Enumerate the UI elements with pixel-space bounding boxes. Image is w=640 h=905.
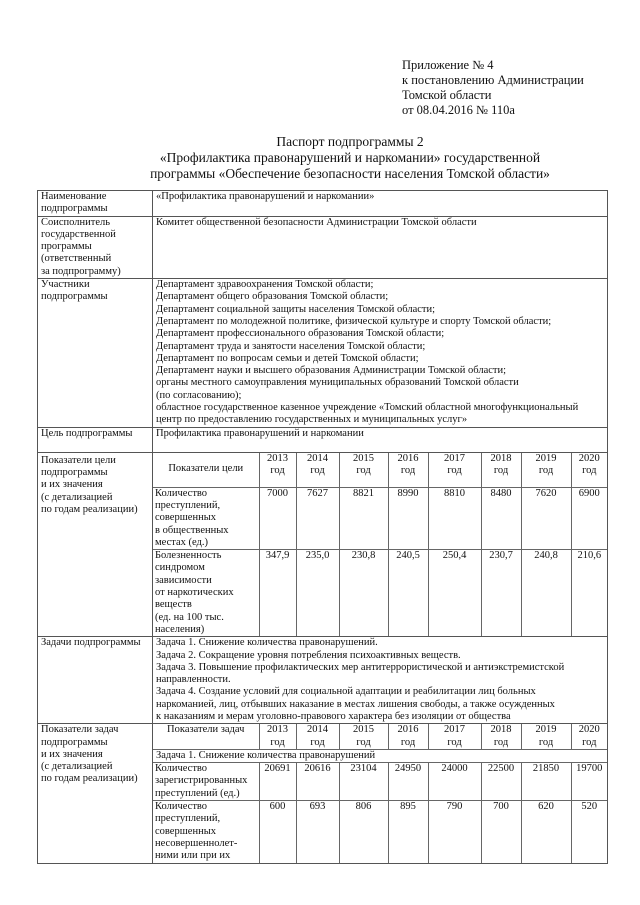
task-item: Задача 3. Повышение профилактических мер антитеррористической и антиэкстремистской	[156, 661, 565, 673]
indicator-value: 8990	[388, 487, 428, 549]
label-line: подпрограммы	[41, 291, 108, 303]
year-header: 2019 год	[521, 453, 571, 488]
indicator-value: 20616	[296, 763, 339, 801]
indicator-value: 7627	[296, 487, 339, 549]
indicator-value: 8810	[428, 487, 481, 549]
year-header: 2013 год	[259, 453, 296, 488]
indicator-value: 347,9	[259, 550, 296, 637]
indicator-row	[153, 550, 607, 637]
appendix-line: Приложение № 4	[402, 58, 494, 72]
participant-item: Департамент профессионального образования Томской области;	[156, 328, 445, 340]
task-item: Задача 4. Создание условий для социальной адаптации и реабилитации лиц больных	[156, 686, 536, 698]
indicator-value: 21850	[521, 763, 571, 801]
indicator-value: 8821	[339, 487, 388, 549]
row-subprogram-name	[38, 191, 608, 217]
indicator-name: Количество преступлений, совершенных несовершеннолет- ними или при их	[153, 801, 259, 863]
indicator-header: Показатели цели	[153, 453, 259, 488]
participant-item: Департамент труда и занятости населения Томской области;	[156, 340, 426, 352]
indicator-value: 250,4	[428, 550, 481, 637]
year-header-row	[153, 453, 607, 488]
participant-item: Департамент общего образования Томской области;	[156, 291, 389, 303]
participant-item: Департамент по вопросам семьи и детей Томской области;	[156, 352, 419, 364]
participant-item: Департамент здравоохранения Томской области;	[156, 279, 374, 291]
task-item: направленности.	[156, 674, 231, 686]
indicator-value: 22500	[481, 763, 521, 801]
label-line: по годам реализации)	[41, 503, 138, 515]
year-header: 2016 год	[388, 724, 428, 749]
indicator-value: 7000	[259, 487, 296, 549]
label-cell	[38, 637, 153, 724]
year-header: 2017 год	[428, 724, 481, 749]
indicator-header: Показатели задач	[153, 724, 259, 749]
participants-list	[153, 279, 608, 428]
label-line: (с детализацией	[41, 761, 113, 773]
indicator-value: 693	[296, 801, 339, 863]
label-line: Наименование	[41, 191, 107, 202]
coexecutor-name: Комитет общественной безопасности Администрации Томской области	[156, 216, 477, 228]
participant-item: Департамент науки и высшего образования Администрации Томской области;	[156, 365, 507, 377]
label-line: Задачи подпрограммы	[41, 637, 141, 649]
indicator-value: 210,6	[571, 550, 607, 637]
label-line: (ответственный	[41, 253, 112, 265]
participant-item: (по согласованию);	[156, 389, 242, 401]
appendix-line: к постановлению Администрации	[402, 73, 584, 87]
label-line: подпрограммы	[41, 203, 108, 215]
value-cell	[153, 216, 608, 278]
year-header: 2020 год	[571, 724, 607, 749]
indicator-value: 700	[481, 801, 521, 863]
label-line: Показатели задач	[41, 724, 119, 736]
indicator-value: 230,7	[481, 550, 521, 637]
subprogram-name: «Профилактика правонарушений и наркомании»	[156, 191, 375, 202]
indicator-value: 6900	[571, 487, 607, 549]
year-header: 2019 год	[521, 724, 571, 749]
label-cell	[38, 191, 153, 217]
task-item: наркоманией, лиц, отбывших наказание в местах лишения свободы, а также осужденных	[156, 698, 555, 710]
label-line: и их значения	[41, 479, 103, 491]
goal-text: Профилактика правонарушений и наркомании	[156, 427, 364, 439]
title-line: программы «Обеспечение безопасности населения Томской области»	[150, 166, 550, 181]
indicator-value: 24000	[428, 763, 481, 801]
row-tasks	[38, 637, 608, 724]
title-line: «Профилактика правонарушений и наркомании» государственной	[159, 150, 541, 165]
indicator-row	[153, 487, 607, 549]
label-line: за подпрограмму)	[41, 265, 121, 277]
indicator-value: 240,8	[521, 550, 571, 637]
goal-indicators-table	[153, 453, 607, 637]
year-header-row	[153, 724, 607, 749]
label-line: подпрограммы	[41, 736, 108, 748]
indicator-value: 8480	[481, 487, 521, 549]
indicator-value: 620	[521, 801, 571, 863]
indicator-value: 520	[571, 801, 607, 863]
year-header: 2015 год	[339, 724, 388, 749]
value-cell	[153, 427, 608, 452]
indicator-value: 790	[428, 801, 481, 863]
indicator-value: 806	[339, 801, 388, 863]
label-cell	[38, 427, 153, 452]
year-header: 2014 год	[296, 724, 339, 749]
participant-item: центр по предоставлению государственных и муниципальных услуг»	[156, 414, 468, 426]
year-header: 2015 год	[339, 453, 388, 488]
year-header: 2013 год	[259, 724, 296, 749]
document-title	[60, 134, 640, 182]
indicator-row	[153, 801, 607, 863]
label-cell	[38, 452, 153, 637]
task-item: к наказаниям и мерам уголовно-правового характера без изоляции от общества	[156, 710, 511, 722]
year-header: 2014 год	[296, 453, 339, 488]
indicator-value: 240,5	[388, 550, 428, 637]
appendix-line: от 08.04.2016 № 110а	[402, 103, 515, 117]
task-indicators-cell	[153, 724, 608, 863]
row-goal	[38, 427, 608, 452]
label-line: Участники	[41, 279, 90, 291]
label-cell	[38, 724, 153, 863]
label-line: Цель подпрограммы	[41, 427, 133, 439]
indicator-value: 7620	[521, 487, 571, 549]
row-coexecutor	[38, 216, 608, 278]
task-item: Задача 2. Сокращение уровня потребления психоактивных веществ.	[156, 649, 461, 661]
label-cell	[38, 216, 153, 278]
label-line: подпрограммы	[41, 466, 108, 478]
task-indicators-table	[153, 724, 607, 862]
indicator-value: 600	[259, 801, 296, 863]
indicator-value: 24950	[388, 763, 428, 801]
indicator-value: 20691	[259, 763, 296, 801]
row-goal-indicators	[38, 452, 608, 637]
label-line: (с детализацией	[41, 491, 113, 503]
goal-indicators-cell	[153, 452, 608, 637]
indicator-row	[153, 763, 607, 801]
participant-item: Департамент социальной защиты населения Томской области;	[156, 303, 436, 315]
indicator-value: 895	[388, 801, 428, 863]
year-header: 2018 год	[481, 724, 521, 749]
year-header: 2017 год	[428, 453, 481, 488]
indicator-value: 19700	[571, 763, 607, 801]
label-line: программы	[41, 241, 92, 253]
indicator-value: 23104	[339, 763, 388, 801]
indicator-name: Количество зарегистрированных преступлений (ед.)	[153, 763, 259, 801]
year-header: 2016 год	[388, 453, 428, 488]
appendix-header	[402, 58, 584, 118]
participant-item: областное государственное казенное учреждение «Томский областной многофункциональный	[156, 402, 579, 414]
participant-item: Департамент по молодежной политике, физической культуре и спорту Томской области;	[156, 315, 552, 327]
label-cell	[38, 279, 153, 428]
indicator-name: Количество преступлений, совершенных в общественных местах (ед.)	[153, 487, 259, 549]
indicator-name: Болезненность синдромом зависимости от наркотических веществ (ед. на 100 тыс. населения)	[153, 550, 259, 637]
value-cell	[153, 191, 608, 217]
label-line: по годам реализации)	[41, 773, 138, 785]
label-line: Показатели цели	[41, 454, 116, 466]
indicator-value: 230,8	[339, 550, 388, 637]
indicator-value: 235,0	[296, 550, 339, 637]
passport-table	[37, 190, 608, 864]
task-subheading: Задача 1. Снижение количества правонарушений	[153, 749, 607, 762]
year-header: 2020 год	[571, 453, 607, 488]
task-subheading-row	[153, 749, 607, 762]
label-line: Соисполнитель	[41, 216, 111, 228]
row-task-indicators	[38, 724, 608, 863]
participant-item: органы местного самоуправления муниципальных образований Томской области	[156, 377, 519, 389]
task-item: Задача 1. Снижение количества правонарушений.	[156, 637, 378, 649]
title-line: Паспорт подпрограммы 2	[276, 134, 424, 149]
row-participants	[38, 279, 608, 428]
year-header: 2018 год	[481, 453, 521, 488]
tasks-list	[153, 637, 608, 724]
label-line: государственной	[41, 228, 116, 240]
label-line: и их значения	[41, 748, 103, 760]
appendix-line: Томской области	[402, 88, 492, 102]
